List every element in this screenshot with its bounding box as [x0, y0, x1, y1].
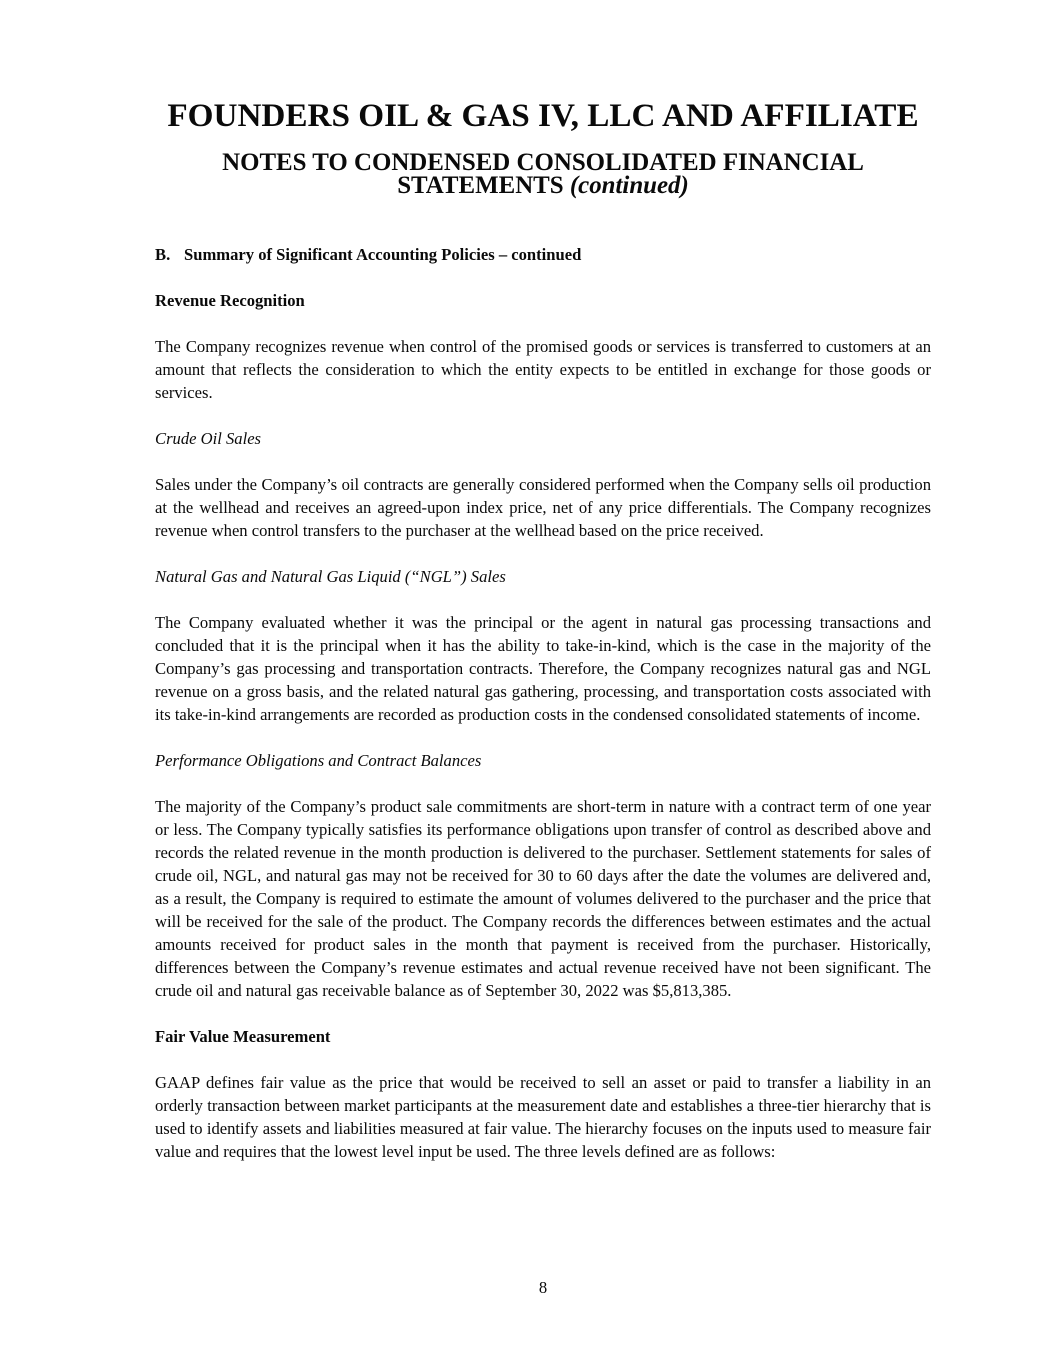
page-number: 8: [538, 1278, 548, 1297]
section-heading-label: B.: [155, 245, 171, 264]
document-subtitle: [155, 151, 931, 197]
document-title: FOUNDERS OIL & GAS IV, LLC AND AFFILIATE: [167, 97, 919, 134]
paragraph-performance-obligations: The majority of the Company’s product sale commitments are short-term in nature with a contract term of one year or less. The Company typically satisfies its performance obligations upon transfer of control as described above and records the related revenue in the month production is delivered to the purchaser. Settlement statements for sales of crude oil, NGL, and natural gas may not be received for 30 to 60 days after the date the volumes are delivered and, as a result, the Company is required to estimate the amount of volumes delivered to the purchaser and the price that will be received for the sale of the product. The Company records the differences between estimates and the actual amounts received for product sales in the month that payment is received from the purchaser. Historically, differences between the Company’s revenue estimates and actual revenue received have not been significant. The crude oil and natural gas receivable balance as of September 30, 2022 was $5,813,385.: [155, 797, 931, 1000]
paragraph-ngl-sales: The Company evaluated whether it was the principal or the agent in natural gas processing transactions and concluded that it is the principal when it has the ability to take-in-kind, which is the case in the majority of the Company’s gas processing and transportation contracts. Therefore, the Company recognizes natural gas and NGL revenue on a gross basis, and the related natural gas gathering, processing, and transportation costs associated with its take-in-kind arrangements are recorded as production costs in the condensed consolidated statements of income.: [155, 613, 931, 724]
document-subtitle-continued: (continued): [569, 172, 689, 199]
paragraph-crude-oil-sales: Sales under the Company’s oil contracts are generally considered performed when the Company sells oil production at the wellhead and receives an agreed-upon index price, net of any price differentials. The Company recognizes revenue when control transfers to the purchaser at the wellhead based on the price received.: [155, 475, 931, 540]
document-subtitle-main: NOTES TO CONDENSED CONSOLIDATED FINANCIAL STATEMENTS: [222, 149, 864, 199]
heading-revenue-recognition: Revenue Recognition: [155, 291, 305, 310]
paragraph-revenue-recognition: The Company recognizes revenue when control of the promised goods or services is transferred to customers at an amount that reflects the consideration to which the entity expects to be entitled in exchange for those goods or services.: [155, 337, 931, 402]
section-heading: [155, 243, 931, 266]
section-heading-text: Summary of Significant Accounting Policies – continued: [184, 245, 582, 264]
heading-crude-oil-sales: Crude Oil Sales: [155, 429, 262, 448]
paragraph-fair-value: GAAP defines fair value as the price that would be received to sell an asset or paid to transfer a liability in an orderly transaction between market participants at the measurement date and establishes a three-tier hierarchy that is used to identify assets and liabilities measured at fair value. The hierarchy focuses on the inputs used to measure fair value and requires that the lowest level input be used. The three levels defined are as follows:: [155, 1073, 931, 1161]
heading-performance-obligations: Performance Obligations and Contract Balances: [155, 751, 482, 770]
heading-ngl-sales: Natural Gas and Natural Gas Liquid (“NGL”) Sales: [155, 567, 506, 586]
heading-fair-value: Fair Value Measurement: [155, 1027, 331, 1046]
